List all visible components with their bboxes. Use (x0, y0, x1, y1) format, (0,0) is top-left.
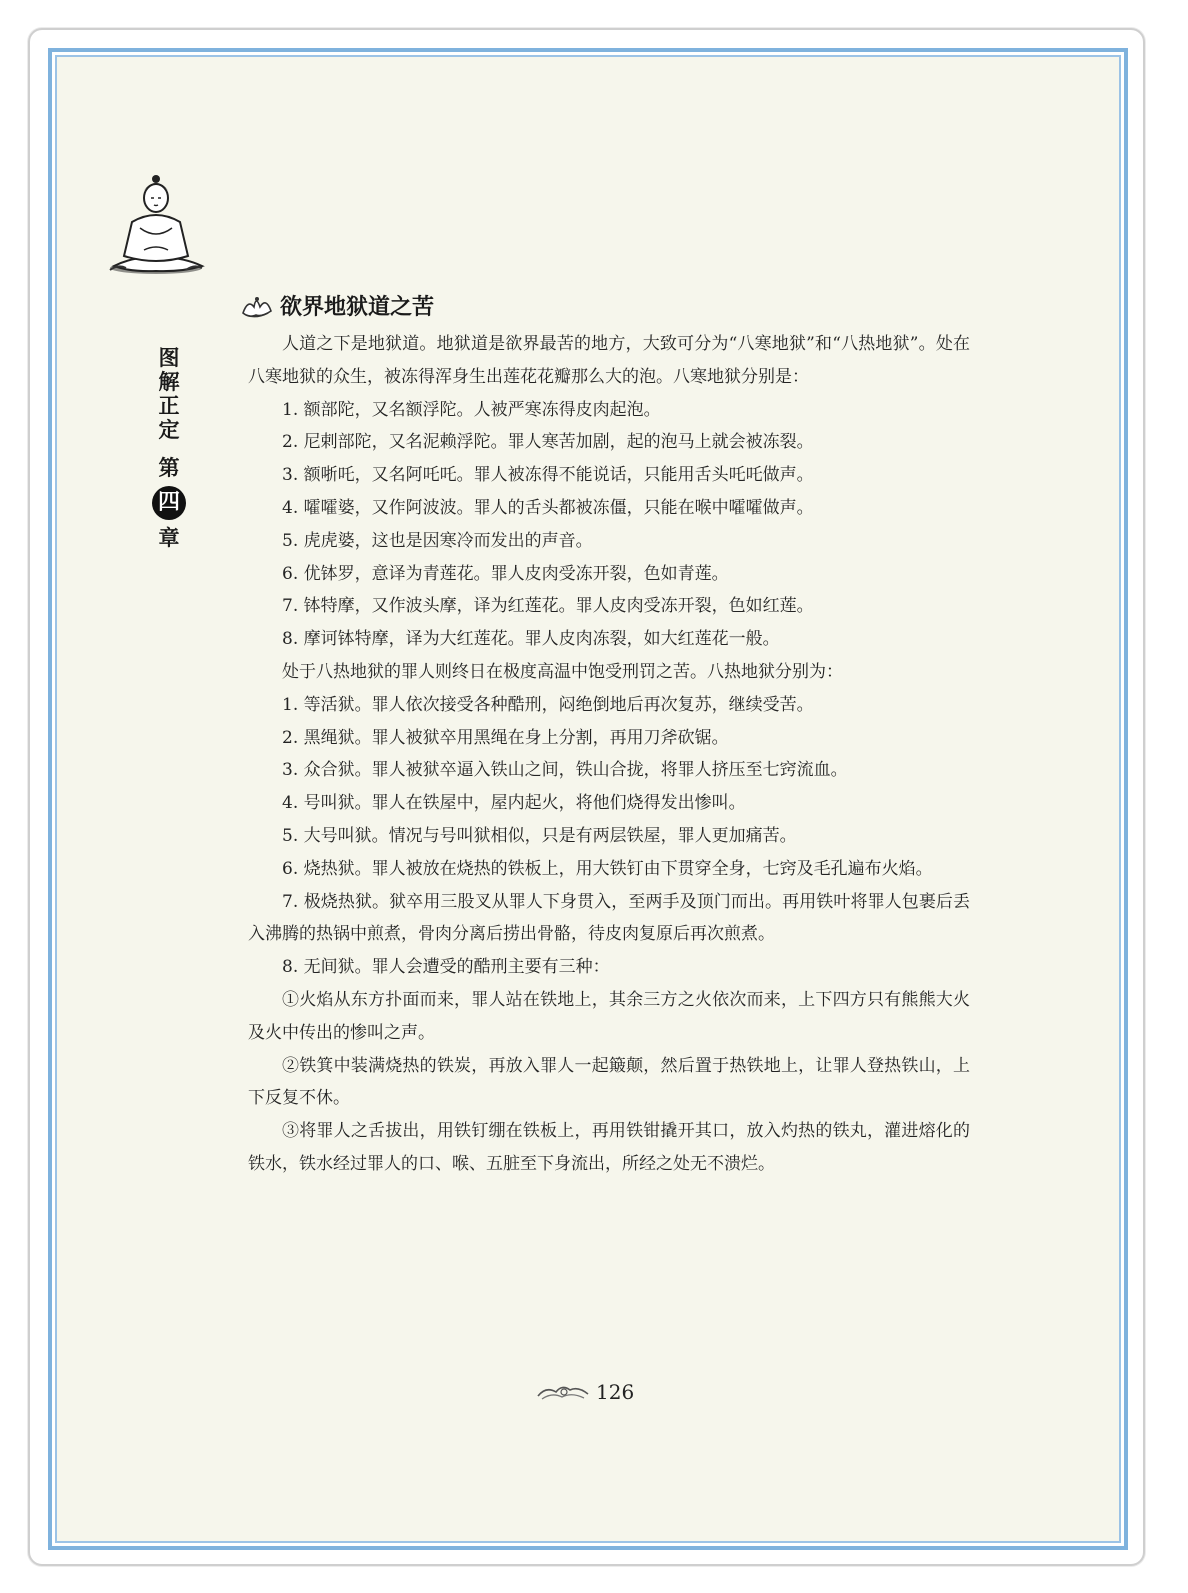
page-number: 126 (596, 1380, 635, 1404)
paragraph: 处于八热地狱的罪人则终日在极度高温中饱受刑罚之苦。八热地狱分别为： (282, 661, 843, 682)
list-item: 7. 极烧热狱。狱卒用三股叉从罪人下身贯入，至两手及顶门而出。再用铁叶将罪人包裹后丢入沸腾的热锅中煎煮，骨肉分离后捞出骨骼，待皮肉复原后再次煎煮。 (248, 891, 970, 945)
list-item: 6. 烧热狱。罪人被放在烧热的铁板上，用大铁钉由下贯穿全身，七窍及毛孔遍布火焰。 (282, 858, 933, 879)
section-heading (240, 288, 434, 322)
list-item: 4. 号叫狱。罪人在铁屋中，屋内起火，将他们烧得发出惨叫。 (282, 793, 746, 814)
sidebar-char: 定 (158, 418, 180, 442)
sidebar-char-zhang: 章 (158, 526, 180, 550)
sidebar-char-di: 第 (158, 456, 180, 480)
list-item: 3. 额哳吒，又名阿吒吒。罪人被冻得不能说话，只能用舌头吒吒做声。 (282, 465, 814, 486)
list-item: 7. 钵特摩，又作波头摩，译为红莲花。罪人皮肉受冻开裂，色如红莲。 (282, 596, 814, 617)
list-item: 2. 尼剌部陀，又名泥赖浮陀。罪人寒苦加剧，起的泡马上就会被冻裂。 (282, 432, 814, 453)
sidebar-char: 正 (158, 394, 180, 418)
list-item: 5. 大号叫狱。情况与号叫狱相似，只是有两层铁屋，罪人更加痛苦。 (282, 825, 797, 846)
sub-item: ①火焰从东方扑面而来，罪人站在铁地上，其余三方之火依次而来，上下四方只有熊熊大火及火中传出的惨叫之声。 (248, 989, 970, 1043)
sidebar-char: 解 (158, 370, 180, 394)
paragraph: 人道之下是地狱道。地狱道是欲界最苦的地方，大致可分为“八寒地狱”和“八热地狱”。处在八寒地狱的众生，被冻得浑身生出莲花花瓣那么大的泡。八寒地狱分别是： (248, 334, 970, 387)
list-item: 8. 无间狱。罪人会遭受的酷刑主要有三种： (282, 957, 610, 978)
cloud-ornament-icon (536, 1380, 590, 1404)
body-text (248, 328, 970, 1181)
buddha-illustration (104, 170, 208, 280)
section-title: 欲界地狱道之苦 (280, 293, 435, 320)
list-item: 4. 嚯嚯婆，又作阿波波。罪人的舌头都被冻僵，只能在喉中嚯嚯做声。 (282, 497, 814, 518)
list-item: 1. 额部陀，又名额浮陀。人被严寒冻得皮肉起泡。 (282, 399, 661, 420)
list-item: 3. 众合狱。罪人被狱卒逼入铁山之间，铁山合拢，将罪人挤压至七窍流血。 (282, 760, 848, 781)
lotus-ornament-icon (240, 291, 274, 319)
sidebar-char: 图 (158, 346, 180, 370)
chapter-number-badge: 四 (152, 486, 186, 520)
page-footer (536, 1374, 656, 1410)
sub-item: ②铁箕中装满烧热的铁炭，再放入罪人一起簸颠，然后置于热铁地上，让罪人登热铁山，上下反复不休。 (248, 1055, 970, 1109)
sub-item: ③将罪人之舌拔出，用铁钉绷在铁板上，再用铁钳撬开其口，放入灼热的铁丸，灌进熔化的铁水，铁水经过罪人的口、喉、五脏至下身流出，所经之处无不溃烂。 (248, 1121, 970, 1174)
list-item: 5. 虎虎婆，这也是因寒冷而发出的声音。 (282, 530, 593, 551)
list-item: 2. 黑绳狱。罪人被狱卒用黑绳在身上分割，再用刀斧砍锯。 (282, 727, 729, 748)
list-item: 1. 等活狱。罪人依次接受各种酷刑，闷绝倒地后再次复苏，继续受苦。 (282, 694, 814, 715)
list-item: 8. 摩诃钵特摩，译为大红莲花。罪人皮肉冻裂，如大红莲花一般。 (282, 629, 780, 650)
chapter-sidebar-label (150, 346, 188, 550)
list-item: 6. 优钵罗，意译为青莲花。罪人皮肉受冻开裂，色如青莲。 (282, 563, 729, 584)
